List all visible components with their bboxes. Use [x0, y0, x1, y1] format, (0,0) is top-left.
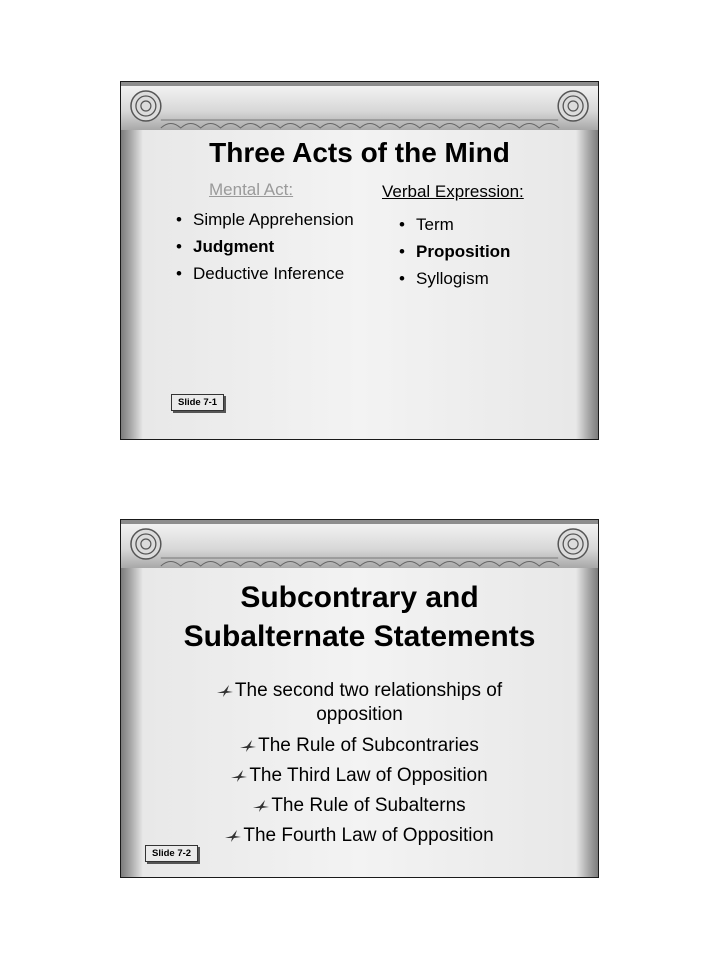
- list-item: • Judgment: [176, 237, 275, 256]
- sparkle-bullet-icon: [240, 740, 256, 752]
- slide-title: Three Acts of the Mind: [209, 137, 510, 168]
- slide-title: [121, 578, 598, 656]
- mental-act-heading: Mental Act:: [209, 180, 294, 199]
- list-item: • Term: [399, 215, 454, 234]
- slide-2: [120, 519, 599, 878]
- list-item: The Rule of Subalterns: [121, 794, 598, 818]
- sparkle-bullet-icon: [225, 830, 241, 842]
- list-item: The Rule of Subcontraries: [121, 734, 598, 758]
- slide-1: [120, 81, 599, 440]
- sparkle-bullet-icon: [217, 685, 233, 697]
- ionic-capital-icon: [121, 82, 598, 130]
- list-item: • Proposition: [399, 242, 511, 261]
- list-item: The Third Law of Opposition: [121, 764, 598, 788]
- list-item: The Fourth Law of Opposition: [121, 824, 598, 848]
- list-item: • Syllogism: [399, 269, 489, 288]
- sparkle-bullet-icon: [231, 770, 247, 782]
- verbal-expression-heading: Verbal Expression:: [382, 182, 524, 201]
- sparkle-bullet-icon: [253, 800, 269, 812]
- mental-act-list: [173, 210, 373, 291]
- slide-number-badge: Slide 7-1: [171, 394, 224, 411]
- verbal-expression-list: [396, 215, 576, 296]
- slide-number-badge: Slide 7-2: [145, 845, 198, 862]
- slide-title-line-2: Subalternate Statements: [183, 620, 536, 653]
- list-item: • Deductive Inference: [176, 264, 345, 283]
- list-item: The second two relationships of opposition: [121, 679, 598, 727]
- slide-title-line-1: Subcontrary and: [240, 581, 479, 614]
- list-item: • Simple Apprehension: [176, 210, 354, 229]
- ionic-capital-icon: [121, 520, 598, 568]
